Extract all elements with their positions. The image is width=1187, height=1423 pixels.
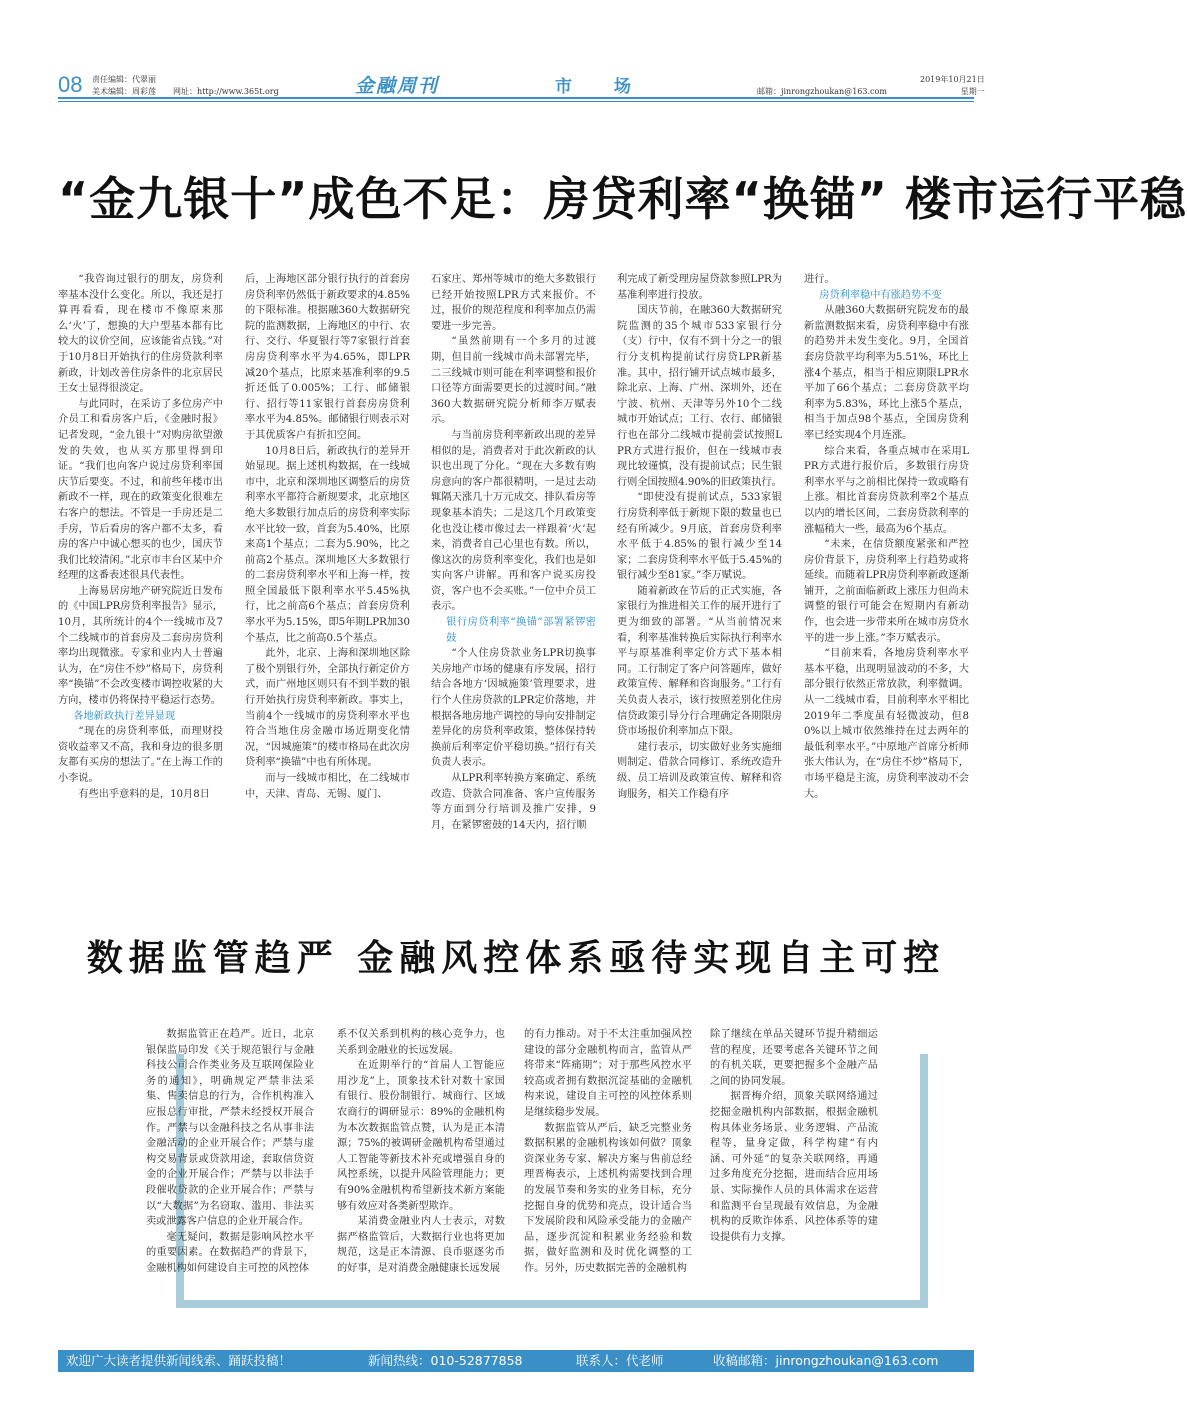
- website-line: 网址：http://www.365t.org: [173, 87, 279, 96]
- paragraph: 与当前房贷利率新政出现的差异相似的是，消费者对于此次新政的认识也出现了分化。“现在大多数有购房意向的客户都很精明，一是过去动辄隔天涨几十万元成交、排队看房等现象基本消失；二是这几个月政策变化也没让楼市像过去一样跟着‘火’起来，消费者自己心里也有数。所以，像这次的房贷利率变化，我们也是如实向客户讲解。再和客户说买房投资，客户也不会买账。”一位中介员工表示。: [431, 429, 596, 613]
- footer-email: 收稿邮箱：jinrongzhoukan@163.com: [713, 1353, 939, 1368]
- footer-contact: 联系人：代老师: [576, 1353, 664, 1368]
- article2-column-2: [337, 1027, 505, 1292]
- decorative-frame-bottom: [176, 1300, 928, 1308]
- paragraph: “未来，在信贷额度紧张和严控房价背景下，房贷利率上行趋势或将延续。而随着LPR房贷利率新政逐渐铺开，之前面临新政上涨压力但尚未调整的银行可能会在短期内有新动作，也会进一步带来所在城市房贷水平的进一步上涨。”李万赋表示。: [804, 539, 969, 644]
- article1-headline: “金九银十”成色不足：房贷利率“换锚” 楼市运行平稳: [58, 172, 1187, 226]
- paragraph: “虽然前期有一个多月的过渡期，但目前一线城市尚未部署完毕，二三线城市则可能在利率调整和报价口径等方面需要更长的过渡时间。”融360大数据研究院分析师李万赋表示。: [431, 336, 596, 426]
- paragraph: 从LPR利率转换方案确定、系统改造、贷款合同准备、客户宣传服务等方面到分行培训及推广安排，9月，在紧锣密鼓的14天内，招行顺: [431, 773, 596, 831]
- footer-invite: 欢迎广大读者提供新闻线索、踊跃投稿！: [66, 1353, 292, 1368]
- article2-headline: 数据监管趋严 金融风控体系亟待实现自主可控: [86, 938, 946, 979]
- paragraph: 毫无疑问，数据是影响风控水平的重要因素。在数据趋严的背景下，金融机构如何建设自主可控的风控体: [146, 1231, 314, 1274]
- paragraph: 某消费金融业内人士表示，对数据严格监管后，大数据行业也将更加规范，这是正本清源、良币驱逐劣币的好事，是对消费金融健康长远发展: [337, 1216, 505, 1274]
- paragraph: 据晋梅介绍，顶象关联网络通过挖掘金融机构内部数据，根据金融机构具体业务场景、业务逻辑、产品流程等，量身定做，科学构建“有内涵、可外延”的复杂关联网络，再通过多角度充分挖掘，进而结合应用场景、实际操作人员的具体需求在运营和监测平台呈现最有效信息，为金融机构的反欺诈体系、风控体系等的建设提供有力支撑。: [710, 1091, 878, 1243]
- paragraph: 有些出乎意料的是，10月8日: [78, 788, 210, 800]
- section-name: 市 场: [555, 77, 649, 97]
- paragraph: 10月8日后，新政执行的差异开始显现。据上述机构数据，在一线城市中，北京和深圳地区调整后的房贷利率水平都符合新规要求，北京地区绝大多数银行加点后的房贷利率实际水平比较一致，首套为5.40%，比原来高1个基点；二套为5.90%，比之前高2个基点。深圳地区大多数银行的二套房贷利率水平和上海一样，按照全国最低下限利率水平5.45%执行，比之前高6个基点；首套房贷利率水平为5.15%，即5年期LPR加30个基点，比之前高0.5个基点。: [245, 445, 410, 644]
- paragraph: 从融360大数据研究院发布的最新监测数据来看，房贷利率稳中有涨的趋势并未发生变化。9月，全国首套房贷款平均利率为5.51%，环比上涨4个基点，相当于相应期限LPR水平加了66个基点；二套房贷款平均利率为5.83%，环比上涨5个基点，相当于加点98个基点，全国房贷利率已经实现4个月连涨。: [804, 305, 969, 441]
- paragraph: “个人住房贷款业务LPR切换事关房地产市场的健康有序发展，招行结合各地方‘因城施策’管理要求，进行个人住房贷款的LPR定价落地，并根据各地房地产调控的导向安排制定差异化的房贷利率政策，整体保持转换前后利率定价平稳切换。”招行有关负责人表示。: [431, 648, 596, 769]
- newspaper-brand: 金融周刊: [355, 75, 440, 97]
- paragraph: 上海易居房地产研究院近日发布的《中国LPR房贷利率报告》显示，10月，其所统计的4个一线城市及7个二线城市的首套房及二套房房贷利率均出现微涨。专家和业内人士普遍认为，在“房住不炒”格局下，房贷利率“换锚”不会改变楼市调控收紧的大方向，楼市仍将保持平稳运行态势。: [58, 585, 223, 707]
- paragraph: 在近期举行的“首届人工智能应用沙龙”上，顶象技术针对数十家国有银行、股份制银行、城商行、区域农商行的调研显示：89%的金融机构为本次数据监管点赞，认为是正本清源；75%的被调研金融机构希望通过人工智能等新技术补充或增强自身的风控系统，以提升风险管理能力；更有90%金融机构希望新技术新方案能够有效应对各类新型欺诈。: [337, 1060, 505, 1212]
- article2-column-3: [524, 1027, 692, 1292]
- page-number: 08: [58, 72, 83, 97]
- editor-line: 责任编辑：代翠丽: [92, 75, 156, 84]
- footer-banner: [58, 1350, 974, 1372]
- article2-column-1: [146, 1027, 314, 1292]
- paragraph: 除了继续在单品关键环节提升精细运营的程度，还要考虑各关键环节之间的有机关联，更要把握多个金融产品之间的协同发展。: [710, 1029, 878, 1087]
- article1-column-1: [58, 272, 223, 817]
- article1-column-5: [804, 272, 969, 817]
- paragraph: 与此同时，在采访了多位房产中介员工和看房客户后，《金融时报》记者发现，“金九银十”对购房欲望激发的失效，也从买方那里得到印证。“我们也向客户说过房贷利率国庆节后要变。不过，和前些年楼市出新政不一样，现在的政策变化很难左右客户的想法。不管是一手房还是二手房，节后看房的客户都不太多，看房的客户中诚心想买的也少，国庆节我们比较清闲。”北京市丰台区某中介经理的这番表述很具代表性。: [58, 398, 223, 582]
- paragraph: 后，上海地区部分银行执行的首套房房贷利率仍然低于新政要求的4.85%的下限标准。根据融360大数据研究院的监测数据，上海地区的中行、农行、交行、华夏银行等7家银行首套房房贷利率水平为4.65%，即LPR减20个基点，比原来基准利率的9.5折还低了0.005%；工行、邮储银行、招行等11家银行首套房房贷利率水平为4.85%。邮储银行则表示对于其优质客户有折扣空间。: [245, 274, 410, 441]
- issue-weekday: 星期一: [960, 87, 985, 96]
- paragraph: “现在的房贷利率低，而理财投资收益率又不高，我和身边的很多朋友都有买房的想法了。”在上海工作的小李说。: [58, 726, 223, 784]
- paragraph: “即使没有提前试点，533家银行房贷利率低于新规下限的数量也已经有所减少。9月底，首套房贷利率水平低于4.85%的银行减少至14家；二套房贷利率水平低于5.45%的银行减少至81家。”李万赋说。: [617, 492, 782, 582]
- header-rule: [58, 97, 974, 99]
- paragraph: 进行。: [804, 274, 835, 285]
- paragraph: 随着新政在节后的正式实施，各家银行为推进相关工作的展开进行了更为细致的部署。“从当前情况来看，利率基准转换后实际执行利率水平与原基准利率定价方式下基本相同。工行制定了客户问答题库，做好政策宣传、解释和咨询服务。”工行有关负责人表示，该行按照差别化住房信贷政策引导分行合理确定各期限房贷市场报价利率加点下限。: [617, 585, 782, 738]
- article1-column-3: [431, 272, 596, 831]
- email-line: 邮箱：jinrongzhoukan@163.com: [757, 87, 887, 96]
- decorative-frame-right: [920, 1054, 928, 1304]
- paragraph: 数据监管从严后，缺乏完整业务数据积累的金融机构该如何做？顶象资深业务专家、解决方案与售前总经理晋梅表示，上述机构需要找到合理的发展节奏和务实的业务目标，充分挖掘自身的优势和亮点，设计适合当下发展阶段和风险承受能力的金融产品，逐步沉淀和积累业务经验和数据，做好监测和及时优化调整的工作。另外，历史数据完善的金融机构: [524, 1122, 692, 1274]
- paragraph: 利完成了新受理房屋贷款参照LPR为基准利率进行投放。: [617, 274, 782, 301]
- paragraph: 的有力推动。对于不太注重加强风控建设的部分金融机构而言，监管从严将带来“阵痛期”；对于那些风控水平较高或者拥有数据沉淀基础的金融机构来说，建设自主可控的风控体系则是继续稳步发展。: [524, 1029, 692, 1118]
- issue-date-block: [920, 74, 985, 98]
- art-editor-line: 美术编辑：周彩莲: [92, 87, 156, 96]
- paragraph: 而与一线城市相比，在二线城市中，天津、青岛、无锡、厦门、: [245, 773, 410, 800]
- paragraph: 系不仅关系到机构的核心竞争力，也关系到金融业的长远发展。: [337, 1029, 505, 1056]
- article1-column-2: [245, 272, 410, 817]
- subheading: 各地新政执行差异显现: [73, 710, 176, 722]
- paragraph: 建行表示，切实做好业务实施细则制定、借款合同修订、系统改造升级、员工培训及政策宣传、解释和咨询服务，相关工作稳有序: [617, 741, 782, 800]
- article1-column-4: [617, 272, 782, 817]
- paragraph: “我咨询过银行的朋友，房贷利率基本没什么变化。所以，我还是打算再看看，现在楼市不像原来那么‘火’了，想换的大户型基本都有比较大的议价空间，应该能省点钱。”对于10月8日开始执行的住房贷款利率新政，计划改善住房条件的北京居民王女士显得很淡定。: [58, 274, 223, 395]
- paragraph: 国庆节前，在融360大数据研究院监测的35个城市533家银行分（支）行中，仅有不到十分之一的银行分支机构提前试行房贷LPR新基准。其中，招行铺开试点城市最多，除北京、上海、广州、深圳外，还在宁波、杭州、天津等另外10个二线城市开始试点；工行、农行、邮储银行也在部分二线城市提前尝试按照LPR方式进行报价，但在一线城市表现比较谨慎，没有提前试点；民生银行则全国按照4.90%的旧政策执行。: [617, 305, 782, 488]
- header-rule-thin: [58, 101, 974, 102]
- issue-date: 2019年10月21日: [920, 75, 985, 84]
- paragraph: 石家庄、郑州等城市的绝大多数银行已经开始按照LPR方式来报价。不过，报价的规范程度和利率加点仍需要进一步完善。: [431, 274, 596, 332]
- editor-credits: [92, 74, 156, 98]
- subheading: 银行房贷利率“换锚”部署紧锣密鼓: [446, 617, 596, 644]
- footer-hotline: 新闻热线：010-52877858: [368, 1353, 523, 1368]
- subheading: 房贷利率稳中有涨趋势不变: [819, 289, 942, 301]
- paragraph: 此外，北京、上海和深圳地区除了极个别银行外，全部执行新定价方式，而广州地区则只有不到半数的银行开始执行房贷利率新政。事实上，当前4个一线城市的房贷利率水平也符合当地住房金融市场近期变化情况，“因城施策”的楼市格局在此次房贷利率“换锚”中也有所体现。: [245, 648, 410, 769]
- paragraph: “目前来看，各地房贷利率水平基本平稳，出现明显波动的不多，大部分银行依然正常放款，利率微调。从一二线城市看，目前利率水平相比2019年二季度虽有轻微波动，但80%以上城市依然维持在过去两年的最低利率水平。”中原地产首席分析师张大伟认为，在“房住不炒”格局下，市场平稳是主流，房贷利率波动不会大。: [804, 648, 969, 800]
- paragraph: 数据监管正在趋严。近日，北京银保监局印发《关于规范银行与金融科技公司合作类业务及互联网保险业务的通知》，明确规定严禁非法采集、售卖信息的行为，合作机构准入应报总行审批，严禁未经授权开展合作。严禁与以金融科技之名从事非法金融活动的企业开展合作；严禁与虚构交易背景或贷款用途，套取信贷资金的企业开展合作；严禁与以非法手段催收贷款的企业开展合作；严禁与以“大数据”为名窃取、滥用、非法买卖或泄露客户信息的企业开展合作。: [146, 1029, 314, 1228]
- article2-column-4: [710, 1027, 878, 1292]
- paragraph: 综合来看，各重点城市在采用LPR方式进行报价后，多数银行房贷利率水平与之前相比保持一致或略有上涨。相比首套房贷款利率2个基点以内的增长区间，二套房贷款利率的涨幅稍大一些，最高为6个基点。: [804, 445, 969, 535]
